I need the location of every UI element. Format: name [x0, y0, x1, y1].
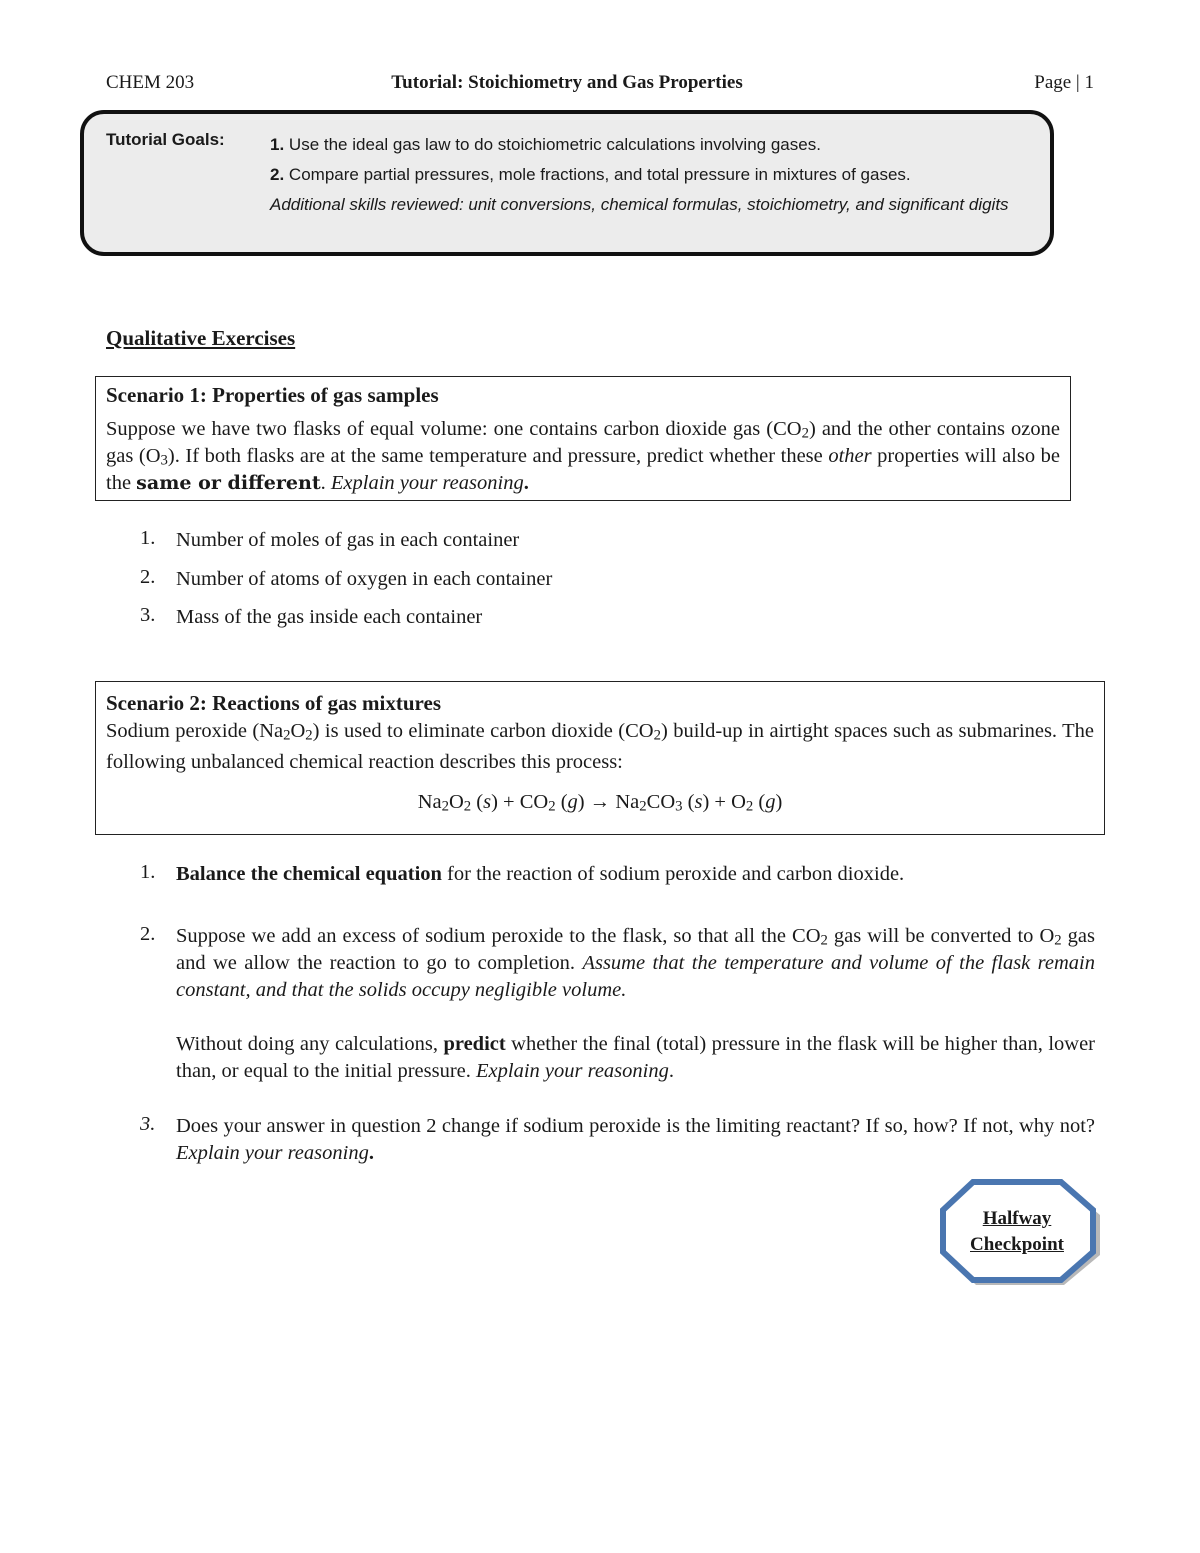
scenario-2-title: Scenario 2: Reactions of gas mixtures	[106, 691, 441, 715]
goals-list	[270, 130, 1030, 220]
section-heading: Qualitative Exercises	[106, 326, 296, 350]
page-number: Page | 1	[1034, 72, 1094, 93]
additional-skills: Additional skills reviewed: unit conversions, chemical formulas, stoichiometry, and significant digits	[270, 195, 1009, 214]
course-code: CHEM 203	[106, 72, 195, 93]
scenario-1-title: Scenario 1: Properties of gas samples	[106, 383, 439, 407]
page-title: Tutorial: Stoichiometry and Gas Properties	[391, 72, 743, 93]
scenario-2-body: Sodium peroxide $(Na_2O_2)$ is used to eliminate carbon dioxide $(CO_2)$ build-up in airtight spaces such as submarines. The following unbalanced chemical reaction describes this process:	[106, 720, 1094, 773]
goal-2: 2. Compare partial pressures, mole fractions, and total pressure in mixtures of gases.	[270, 165, 911, 184]
scenario-1-box	[95, 376, 1071, 501]
scenario-2-box	[95, 681, 1105, 835]
unbalanced-equation: $Na_2O_2$ $(s) + CO_2$ $(g) \to Na_2CO_3$ $(s) + O_2$ (g)	[417, 791, 783, 815]
goal-1: 1. Use the ideal gas law to do stoichiometric calculations involving gases.	[270, 135, 821, 154]
goals-label: Tutorial Goals:	[106, 130, 225, 149]
halfway-checkpoint-badge	[940, 1178, 1100, 1288]
tutorial-goals-box	[80, 110, 1054, 256]
checkpoint-label: Halfway Checkpoint	[970, 1208, 1064, 1255]
scenario-1-body: Suppose we have two flasks of equal volume: one contains carbon dioxide gas $(CO_2)$ and the other contains ozone gas $(O_3)$. If both flasks are at the same temperature and pressure, predict whether these other properties will also be the same or different. Explain your reasoning.	[106, 418, 1061, 494]
